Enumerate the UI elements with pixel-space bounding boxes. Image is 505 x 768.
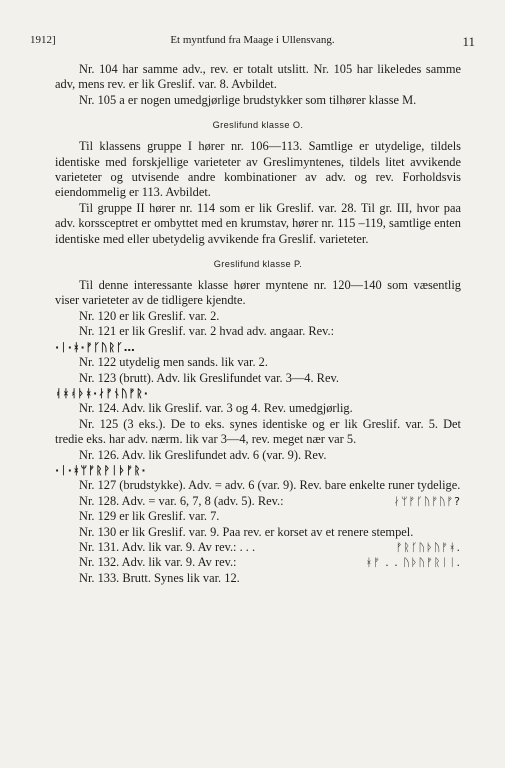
paragraph: Nr. 126. Adv. lik Greslifundet adv. 6 (var. 9). Rev.: [79, 447, 327, 462]
paragraph: Nr. 127 (brudstykke). Adv. = adv. 6 (var. 9). Rev. bare enkelte runer tydelige.: [79, 478, 461, 493]
paragraph: Nr. 104 har samme adv., rev. er totalt utslitt. Nr. 105 har likeledes samme adv, mens rev. er lik Greslif. var. 8. Avbildet.: [55, 62, 461, 92]
rune-inscription: ᚠᚱᚴᚢᚦᚢᚠᚼ.: [395, 540, 461, 554]
page-body: [55, 62, 461, 586]
section-heading-klasse-o: Greslifund klasse O.: [212, 120, 304, 131]
paragraph: Nr. 105 a er nogen umedgjørlige brudstykker som tilhører klasse M.: [79, 92, 417, 107]
paragraph-with-runes: [55, 494, 461, 509]
header-year: 1912]: [30, 34, 56, 46]
paragraph: Nr. 124. Adv. lik Greslif. var. 3 og 4. Rev. umedgjørlig.: [79, 401, 353, 416]
paragraph-with-runes: [55, 540, 461, 555]
paragraph: Nr. 129 er lik Greslif. var. 7.: [79, 509, 220, 524]
paragraph: Nr. 121 er lik Greslif. var. 2 hvad adv. angaar. Rev.:: [79, 324, 335, 339]
paragraph-text: Nr. 132. Adv. lik var. 9. Av rev.:: [79, 555, 237, 570]
paragraph-text: Nr. 128. Adv. = var. 6, 7, 8 (adv. 5). Rev.:: [79, 493, 284, 508]
paragraph: Til gruppe II hører nr. 114 som er lik Greslif. var. 28. Til gr. III, hvor paa adv. korssceptret er ombyttet med en krumstav, hører nr. 115 –119, samtlige enten identiske med eller ubetydelig avvikende fra Greslif. varieteter.: [55, 200, 461, 246]
rune-inscription: ·ᛁ·ᚼᛘᚠᚱᚹᛁᚦᚠᚱ·: [55, 463, 147, 477]
section-heading-klasse-p: Greslifund klasse P.: [213, 259, 303, 270]
rune-inscription: ᚮᚼᚮᚦᚼ·ᛅᚠᚾᚢᚠᚱ·: [55, 386, 149, 400]
paragraph: Til klassens gruppe I hører nr. 106—113. Samtlige er utydelige, tildels identiske med forskjellige varieteter av Greslimyntenes, tildels litet avvikende varieteter og utvisende andre kombinationer av adv. og rev. Forholdsvis eiendommelig er 113. Avbildet.: [55, 139, 461, 200]
paragraph: Nr. 130 er lik Greslif. var. 9. Paa rev. er korset av et renere stempel.: [79, 524, 414, 539]
rune-inscription: ·ᛁ·ᚼ·ᚠᚴᚢᚱᚴ…: [55, 340, 136, 354]
rune-inscription: ᚼᚠ . . ᚢᚦᚢᚠᚱᛁᛁ.: [365, 556, 461, 570]
page-number: 11: [462, 34, 475, 49]
paragraph: Nr. 120 er lik Greslif. var. 2.: [79, 308, 220, 323]
running-title: Et myntfund fra Maage i Ullensvang.: [170, 34, 335, 46]
paragraph: Til denne interessante klasse hører myntene nr. 120—140 som væsentlig viser varieteter av de tidligere kjendte.: [55, 278, 461, 308]
paragraph: Nr. 122 utydelig men sands. lik var. 2.: [79, 355, 268, 370]
page-header: [30, 34, 475, 50]
paragraph-text: Nr. 131. Adv. lik var. 9. Av rev.: . . .: [79, 539, 256, 554]
paragraph: Nr. 133. Brutt. Synes lik var. 12.: [79, 570, 240, 585]
paragraph: Nr. 125 (3 eks.). De to eks. synes identiske og er lik Greslif. var. 5. Det tredie eks. har adv. nærm. lik var 3—4, rev. meget nær var 5.: [55, 416, 461, 447]
paragraph: Nr. 123 (brutt). Adv. lik Greslifundet var. 3—4. Rev.: [79, 370, 339, 385]
paragraph-with-runes: [55, 555, 461, 570]
rune-inscription: ᛅᛘᚠᚴᚢᚠᚢᚠ?: [393, 494, 461, 508]
